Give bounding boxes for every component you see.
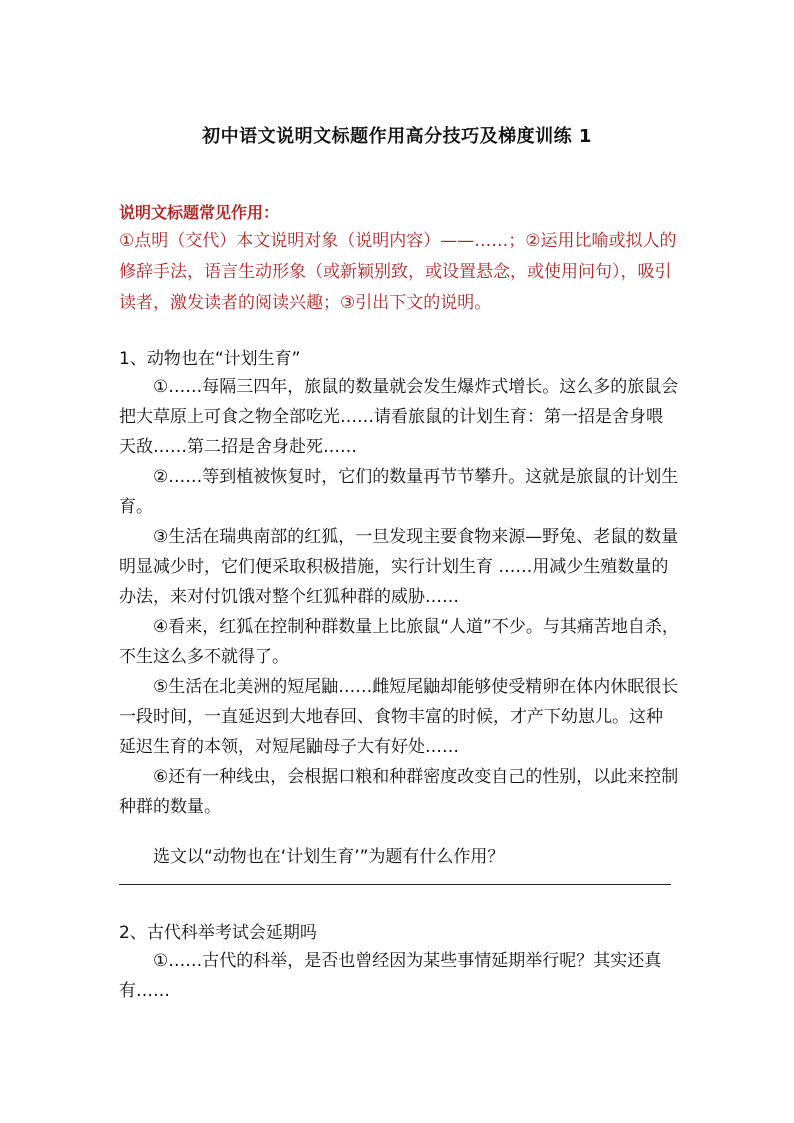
document-title: 初中语文说明文标题作用高分技巧及梯度训练 1	[202, 126, 592, 147]
section-1	[119, 346, 679, 822]
section-1-paragraph-2: ②……等到植被恢复时，它们的数量再节节攀升。这就是旅鼠的计划生育。	[119, 467, 679, 517]
section-1-paragraph-5: ⑤生活在北美洲的短尾鼬……雌短尾鼬却能够使受精卵在体内休眠很长一段时间，一直延迟到大地春回、食物丰富的时候，才产下幼崽儿。这种延迟生育的本领，对短尾鼬母子大有好处……	[119, 677, 679, 757]
answer-line[interactable]	[119, 884, 671, 885]
section-2-heading: 2、古代科举考试会延期吗	[119, 923, 317, 943]
intro-text: ①点明（交代）本文说明对象（说明内容）——……；②运用比喻或拟人的修辞手法，语言生动形象（或新颖别致，或设置悬念，或使用问句），吸引读者，激发读者的阅读兴趣；③引出下文的说明。	[119, 231, 677, 313]
section-1-paragraph-3: ③生活在瑞典南部的红狐，一旦发现主要食物来源—野兔、老鼠的数量明显减少时，它们便采取积极措施，实行计划生育 ……用减少生殖数量的办法，来对付饥饿对整个红狐种群的威胁……	[119, 527, 679, 607]
intro-heading: 说明文标题常见作用：	[119, 203, 280, 222]
section-2-paragraph-1: ①……古代的科举，是否也曾经因为某些事情延期举行呢？其实还真有……	[119, 951, 662, 1001]
section-1-paragraph-4: ④看来，红狐在控制种群数量上比旅鼠“人道”不少。与其痛苦地自杀，不生这么多不就得了。	[119, 617, 679, 667]
section-1-question: 选文以“动物也在‘计划生育’”为题有什么作用？	[153, 847, 505, 867]
section-1-paragraph-1: ①……每隔三四年，旅鼠的数量就会发生爆炸式增长。这么多的旅鼠会把大草原上可食之物全部吃光……请看旅鼠的计划生育：第一招是舍身喂天敌……第二招是舍身赴死……	[119, 377, 679, 457]
intro-block	[119, 200, 679, 319]
section-1-paragraph-6: ⑥还有一种线虫，会根据口粮和种群密度改变自己的性别，以此来控制种群的数量。	[119, 767, 679, 817]
section-2	[119, 920, 679, 1006]
section-1-heading: 1、动物也在“计划生育”	[119, 349, 301, 369]
